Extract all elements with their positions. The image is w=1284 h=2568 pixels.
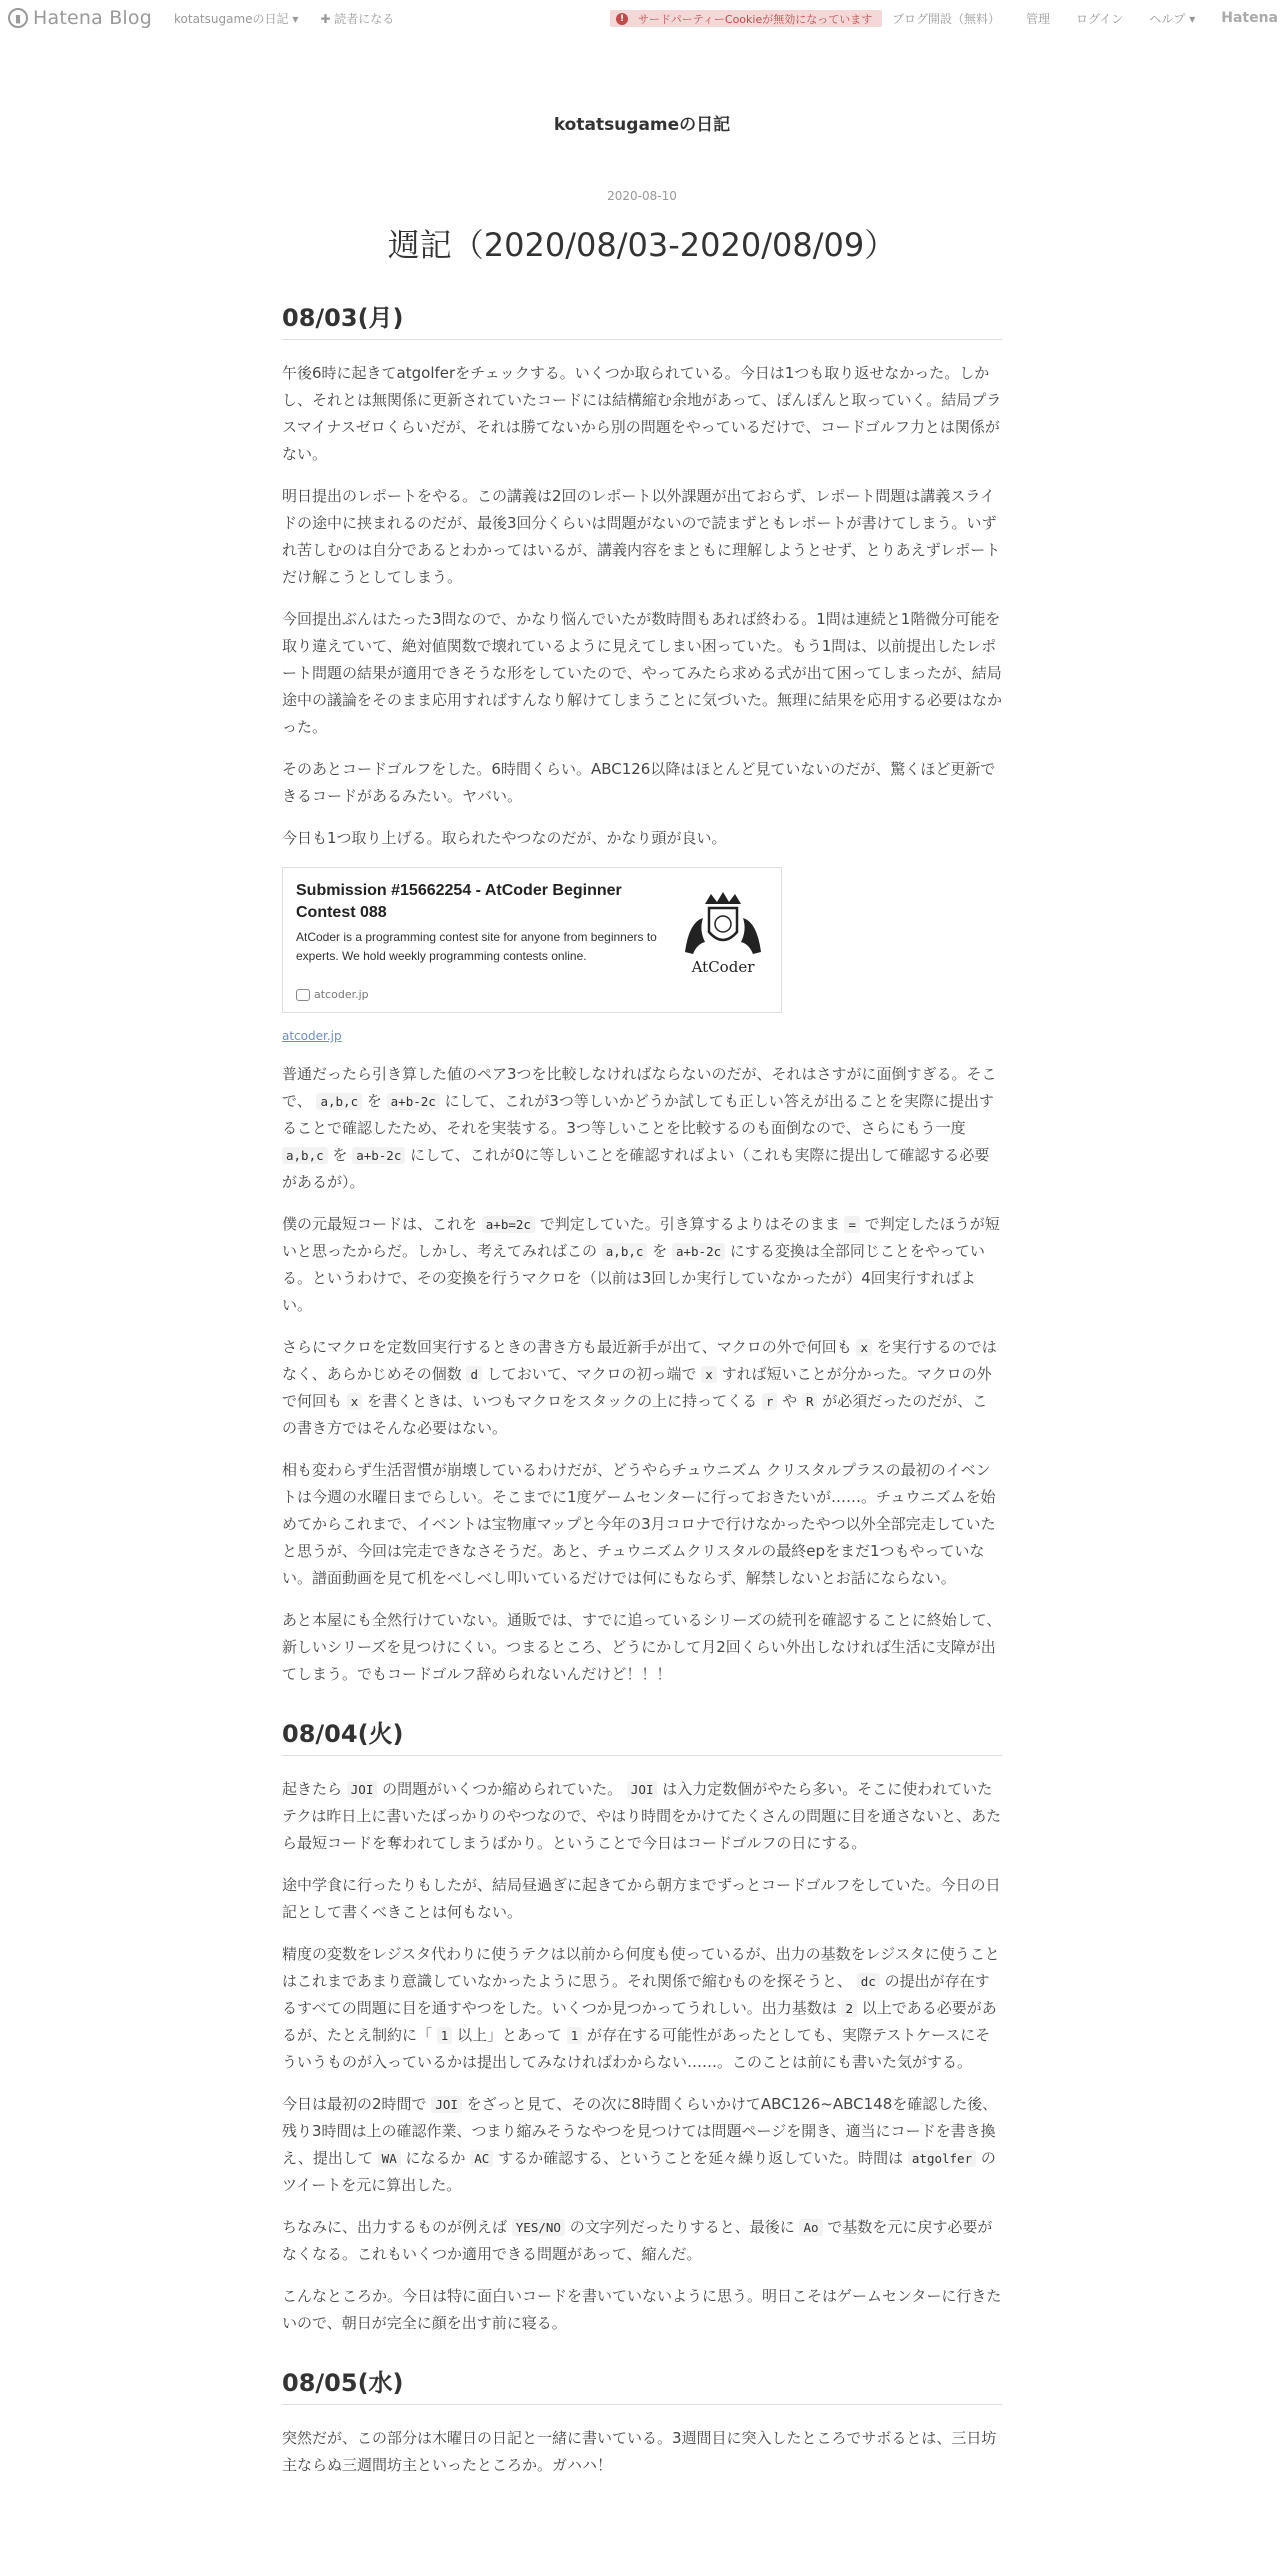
source-link[interactable]: atcoder.jp bbox=[282, 1029, 342, 1043]
paragraph: 起きたら JOI の問題がいくつか縮められていた。 JOI は入力定数個がやたら多い。そこに使われていたテクは昨日上に書いたばっかりのやつなので、やはり時間をかけてたくさんの問題に目を通さないと、あたら最短コードを奪われてしまうばかり。ということで今日はコードゴルフの日にする。 bbox=[282, 1780, 1002, 1852]
paragraph: さらにマクロを定数回実行するときの書き方も最近新手が出て、マクロの外で何回も x を実行するのではなく、あらかじめその個数 d しておいて、マクロの初っ端で x すれば短いことが分かった。マクロの外で何回も x を書くときは、いつもマクロをスタックの上に持ってくる r や R が必須だったのだが、この書き方ではそんな必要はない。 bbox=[282, 1338, 997, 1437]
logo-text: Hatena Blog bbox=[33, 7, 152, 29]
paragraph: 精度の変数をレジスタ代わりに使うテクは以前から何度も使っているが、出力の基数をレジスタに使うことはこれまであまり意識していなかったように思う。それ関係で縮むものを探そうと、 dc の提出が存在するすべての問題に目を通すやつをした。いくつか見つかってうれしい。出力基数は 2 以上である必要があるが、たとえ制約に「 1 以上」とあって 1 が存在する可能性があったとしても、実際テストケースにそういうものが入っているかは提出してみなければわからない……。このことは前にも書いた気がする。 bbox=[282, 1945, 1000, 2071]
warning-icon: ! bbox=[616, 13, 628, 25]
embed-description: AtCoder is a programming contest site for anyone from beginners to experts. We hold weekly programming contests online. bbox=[296, 930, 657, 963]
paragraph: 突然だが、この部分は木曜日の日記と一緒に書いている。3週間目に突入したところでサボるとは、三日坊主ならぬ三週間坊主といったところか。ガハハ！ bbox=[282, 2429, 997, 2474]
cookie-notice-text: サードパーティーCookieが無効になっています bbox=[638, 12, 873, 26]
entry-date[interactable]: 2020-08-10 bbox=[607, 189, 677, 203]
hatena-logo[interactable]: Hatena bbox=[1221, 10, 1278, 26]
blog-menu[interactable]: kotatsugameの日記 ▾ bbox=[174, 11, 299, 26]
paragraph: 相も変わらず生活習慣が崩壊しているわけだが、どうやらチュウニズム クリスタルプラスの最初のイベントは今週の水曜日までらしい。そこまでに1度ゲームセンターに行っておきたいが……。チュウニズムを始めてからこれまで、イベントは宝物庫マップと今年の3月コロナで行けなかったやつ以外全部完走していたと思うが、今回は完走できなさそうだ。あと、チュウニズムクリスタルの最終epをまだ1つもやっていない。譜面動画を見て机をべしべし叩いているだけでは何にもならず、解禁しないとお話にならない。 bbox=[282, 1461, 996, 1587]
atcoder-wordmark: AtCoder bbox=[691, 958, 755, 976]
entry-content bbox=[282, 298, 1002, 2494]
embed-site[interactable] bbox=[296, 988, 369, 1001]
admin-link[interactable]: 管理 bbox=[1025, 11, 1050, 26]
paragraph: あと本屋にも全然行けていない。通販では、すでに追っているシリーズの続刊を確認することに終始して、新しいシリーズを見つけにくい。つまるところ、どうにかして月2回くらい外出しなければ生活に支障が出てしまう。でもコードゴルフ辞められないんだけど！！！ bbox=[282, 1611, 1002, 1683]
create-blog-link[interactable]: ブログ開設（無料） bbox=[891, 11, 1000, 26]
hatena-logo-icon: ▮ bbox=[8, 8, 28, 28]
top-links bbox=[892, 0, 1284, 36]
hatena-blog-logo[interactable] bbox=[8, 7, 152, 29]
section-heading: 08/04(火) bbox=[282, 1714, 1002, 1756]
paragraph: 今日も1つ取り上げる。取られたやつなのだが、かなり頭が良い。 bbox=[282, 829, 727, 847]
paragraph: こんなところか。今日は特に面白いコードを書いていないように思う。明日こそはゲームセンターに行きたいので、朝日が完全に顔を出す前に寝る。 bbox=[282, 2287, 1002, 2332]
subscribe-button[interactable]: ✚ 読者になる bbox=[320, 11, 395, 26]
paragraph: 僕の元最短コードは、これを a+b=2c で判定していた。引き算するよりはそのまま = で判定したほうが短いと思ったからだ。しかし、考えてみればこの a,b,c を a+b-2c にする変換は全部同じことをやっている。というわけで、その変換を行うマクロを（以前は3回しか実行していなかったが）4回実行すればよい。 bbox=[282, 1215, 1000, 1314]
atcoder-logo-icon bbox=[675, 882, 771, 978]
embed-title[interactable]: Submission #15662254 - AtCoder Beginner Contest 088 bbox=[296, 882, 622, 921]
paragraph: 今日は最初の2時間で JOI をざっと見て、その次に8時間くらいかけてABC126~ABC148を確認した後、残り3時間は上の確認作業、つまり縮みそうなやつを見つけては問題ページを開き、適当にコードを書き換え、提出して WA になるか AC するか確認する、ということを延々繰り返していた。時間は atgolfer のツイートを元に算出した。 bbox=[282, 2095, 998, 2194]
login-link[interactable]: ログイン bbox=[1075, 11, 1124, 26]
cookie-notice[interactable] bbox=[610, 10, 882, 27]
entry-title[interactable]: 週記（2020/08/03-2020/08/09） bbox=[387, 226, 897, 264]
paragraph: 普通だったら引き算した値のペア3つを比較しなければならないのだが、それはさすがに面倒すぎる。そこで、 a,b,c を a+b-2c にして、これが3つ等しいかどうか試しても正しい答えが出ることを実際に提出することで確認したため、それを実装する。3つ等しいことを比較するのも面倒なので、さらにもう一度 a,b,c を a+b-2c にして、これが0に等しいことを確認すればよい（これも実際に提出して確認する必要があるが）。 bbox=[282, 1065, 997, 1191]
embed-site-label: atcoder.jp bbox=[314, 988, 369, 1001]
global-header bbox=[0, 0, 1284, 36]
paragraph: 途中学食に行ったりもしたが、結局昼過ぎに起きてから朝方までずっとコードゴルフをしていた。今日の日記として書くべきことは何もない。 bbox=[282, 1876, 1001, 1921]
section-heading: 08/03(月) bbox=[282, 298, 1002, 340]
paragraph: 明日提出のレポートをやる。この講義は2回のレポート以外課題が出ておらず、レポート問題は講義スライドの途中に挟まれるのだが、最後3回分くらいは問題がないので読まずともレポートが書けてしまう。いずれ苦しむのは自分であるとわかってはいるが、講義内容をまともに理解しようとせず、とりあえずレポートだけ解こうとしてしまう。 bbox=[282, 487, 1001, 586]
paragraph: 今回提出ぶんはたった3問なので、かなり悩んでいたが数時間もあれば終わる。1問は連続と1階微分可能を取り違えていて、絶対値関数で壊れているように見えてしまい困っていた。もう1問は、以前提出したレポート問題の結果が適用できそうな形をしていたので、やってみたら求める式が出て困ってしまったが、結局途中の議論をそのまま応用すればすんなり解けてしまうことに気づいた。無理に結果を応用する必要はなかった。 bbox=[282, 610, 1003, 736]
paragraph: そのあとコードゴルフをした。6時間くらい。ABC126以降はほとんど見ていないのだが、驚くほど更新できるコードがあるみたい。ヤバい。 bbox=[282, 760, 996, 805]
site-favicon-icon bbox=[296, 989, 310, 1001]
link-embed-card[interactable] bbox=[282, 867, 782, 1013]
paragraph: 午後6時に起きてatgolferをチェックする。いくつか取られている。今日は1つも取り返せなかった。しかし、それとは無関係に更新されていたコードには結構縮む余地があって、ぽんぽんと取っていく。結局プラスマイナスゼロくらいだが、それは勝てないから別の問題をやっているだけで、コードゴルフ力とは関係がない。 bbox=[282, 364, 1002, 463]
paragraph: ちなみに、出力するものが例えば YES/NO の文字列だったりすると、最後に Ao で基数を元に戻す必要がなくなる。これもいくつか適用できる問題があって、縮んだ。 bbox=[282, 2218, 993, 2263]
section-heading: 08/05(水) bbox=[282, 2363, 1002, 2405]
help-menu[interactable]: ヘルプ ▾ bbox=[1149, 11, 1196, 26]
blog-title[interactable]: kotatsugameの日記 bbox=[553, 115, 731, 135]
